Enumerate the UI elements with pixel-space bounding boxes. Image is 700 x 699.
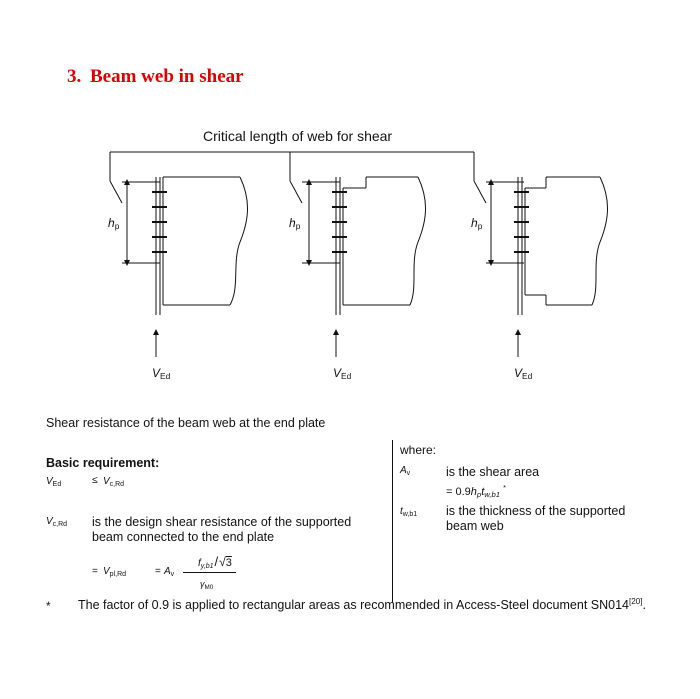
footnote-marker: * <box>46 599 51 613</box>
formula-numerator: $f_{y,b1}/√3$ <box>198 554 232 570</box>
hp-label-3: $h_p$ <box>471 216 483 231</box>
basic-lhs: $V_{Ed}$ <box>46 476 62 488</box>
column-divider <box>392 440 393 602</box>
ved-label-3: $V_{Ed}$ <box>514 366 533 381</box>
where-tw-symbol: $t_{w,b1}$ <box>400 506 418 518</box>
shear-resistance-subtitle: Shear resistance of the beam web at the end plate <box>46 416 326 430</box>
basic-operator: ≤ <box>92 475 98 486</box>
footnote-text: The factor of 0.9 is applied to rectangular areas as recommended in Access-Steel document SN014[20]. <box>78 597 647 612</box>
formula-eq1: = <box>92 566 98 577</box>
vcrd-symbol: $V_{c,Rd}$ <box>46 516 68 528</box>
formula-fraction-bar <box>183 572 236 573</box>
section-number: 3. <box>67 66 82 87</box>
hp-label-1: $h_p$ <box>108 216 120 231</box>
formula-vpl: $V_{pl,Rd}$ <box>103 566 127 578</box>
formula-denominator: $\gamma_{M0}$ <box>200 579 214 591</box>
formula-av: $A_v$ <box>164 566 175 578</box>
vcrd-description-line2: beam connected to the end plate <box>92 530 275 544</box>
ved-label-2: $V_{Ed}$ <box>333 366 352 381</box>
beam-panel-3 <box>486 177 608 357</box>
where-av-symbol: $A_v$ <box>400 465 411 477</box>
beam-panel-2 <box>302 177 426 357</box>
basic-requirement-heading: Basic requirement: <box>46 456 160 470</box>
where-av-formula: = $0.9h_pt_{w,b1}^*$ <box>446 484 506 499</box>
ved-label-1: $V_{Ed}$ <box>152 366 171 381</box>
basic-rhs: $V_{c,Rd}$ <box>103 476 125 488</box>
vcrd-description-line1: is the design shear resistance of the supported <box>92 515 352 529</box>
section-title: Beam web in shear <box>90 66 244 87</box>
where-label: where: <box>400 443 437 457</box>
formula-eq2: = <box>155 566 161 577</box>
section-heading <box>67 66 244 88</box>
beam-panel-1 <box>122 177 248 357</box>
where-av-description: is the shear area <box>446 465 540 479</box>
where-tw-description-line1: is the thickness of the supported <box>446 504 626 518</box>
where-tw-description-line2: beam web <box>446 519 504 533</box>
hp-label-2: $h_p$ <box>289 216 301 231</box>
figure-caption: Critical length of web for shear <box>203 128 393 144</box>
